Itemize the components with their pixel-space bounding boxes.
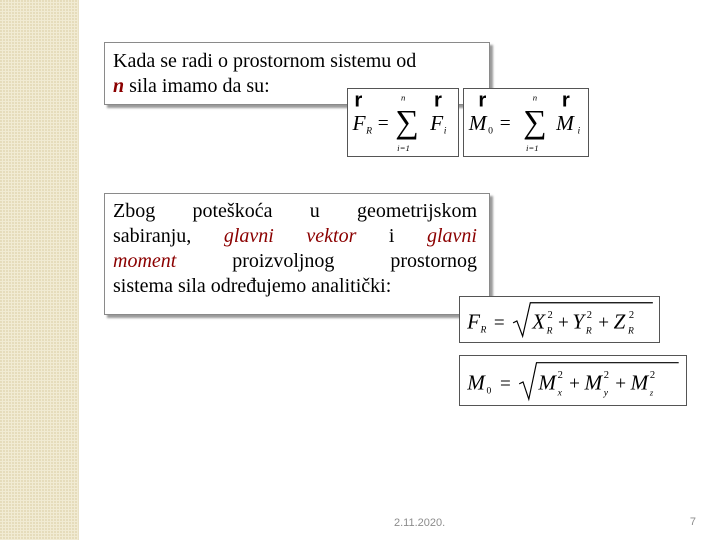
plus-sign: + [569, 373, 581, 395]
analytic-text-box [104, 193, 490, 315]
subscript-r: R [585, 325, 592, 337]
exponent-2: 2 [557, 370, 563, 382]
formula-moment-magnitude [459, 355, 687, 406]
decorative-side-strip [0, 0, 79, 540]
vector-arrow-mark: r [354, 89, 363, 112]
subscript-r: R [480, 324, 487, 336]
symbol-y: Y [572, 309, 585, 334]
n-variable: n [113, 75, 125, 97]
symbol-f: F [467, 309, 480, 334]
symbol-m: M [467, 370, 485, 395]
vector-arrow-mark: r [561, 89, 570, 112]
text-i: i [356, 225, 427, 247]
subscript-r: R [366, 125, 373, 137]
symbol-f: F [430, 110, 444, 135]
symbol-m: M [630, 370, 649, 395]
sum-lower-limit: i=1 [397, 143, 410, 154]
vector-arrow-mark: r [478, 89, 487, 112]
symbol-m: M [468, 110, 487, 135]
formula-resultant-magnitude [459, 296, 660, 343]
symbol-m: M [556, 110, 574, 135]
formula-resultant-force-sum [347, 88, 459, 157]
equals-sign: = [499, 112, 511, 134]
subscript-r: R [546, 325, 553, 337]
subscript-0: 0 [486, 385, 492, 397]
subscript-y: y [603, 387, 609, 399]
sum-sign: ∑ [523, 104, 547, 141]
intro-line-2-rest: sila imamo da su: [124, 75, 270, 97]
symbol-m: M [538, 370, 557, 395]
subscript-x: x [557, 387, 562, 399]
sum-sign: ∑ [395, 104, 419, 141]
sum-upper-limit: n [532, 92, 538, 103]
slide-number: 7 [689, 516, 696, 528]
footer-date: 2.11.2020. [394, 517, 446, 529]
symbol-x: X [532, 309, 546, 334]
symbol-f: F [352, 110, 366, 135]
analytic-line-3 [113, 249, 477, 274]
exponent-2: 2 [603, 370, 610, 382]
subscript-i: i [443, 125, 447, 137]
subscript-r: R [627, 325, 634, 337]
plus-sign: + [558, 312, 569, 334]
formula-moment-sum [463, 88, 589, 157]
subscript-0: 0 [488, 125, 493, 137]
term-glavni: glavni [427, 225, 477, 247]
term-glavni-vektor: glavni vektor [223, 225, 357, 247]
subscript-z: z [649, 387, 654, 398]
analytic-line-2 [113, 224, 477, 249]
sum-lower-limit: i=1 [526, 143, 539, 154]
plus-sign: + [598, 312, 610, 334]
exponent-2: 2 [547, 310, 553, 322]
symbol-z: Z [613, 309, 626, 334]
vector-arrow-mark: r [434, 89, 443, 112]
intro-line-1: Kada se radi o prostornom sistemu od [113, 50, 417, 72]
equals-sign: = [499, 373, 511, 395]
exponent-2: 2 [628, 310, 635, 322]
text-sabiranju: sabiranju, [113, 225, 224, 247]
analytic-line-4: sistema sila određujemo analitički: [113, 275, 392, 297]
sum-upper-limit: n [401, 92, 406, 103]
text-proizvoljnog-prostornog: proizvoljnog prostornog [176, 250, 477, 272]
equals-sign: = [377, 112, 389, 134]
exponent-2: 2 [586, 310, 593, 322]
subscript-i: i [577, 125, 581, 137]
term-moment: moment [113, 250, 177, 272]
equals-sign: = [493, 312, 505, 334]
plus-sign: + [615, 373, 627, 395]
symbol-m: M [584, 370, 603, 395]
exponent-2: 2 [649, 370, 656, 382]
analytic-line-1: Zbog poteškoća u geometrijskom [113, 200, 477, 222]
